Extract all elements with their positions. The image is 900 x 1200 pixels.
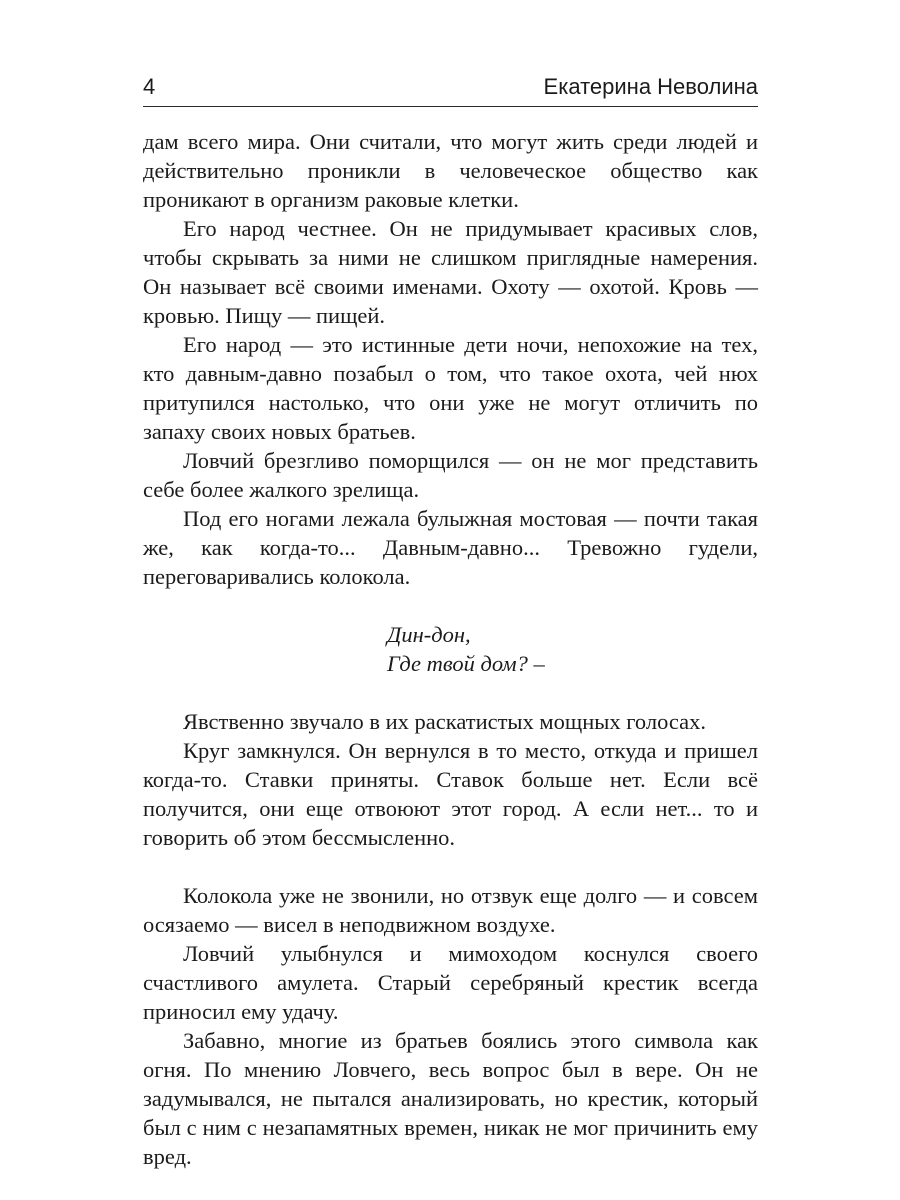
paragraph: Его народ — это истинные дети ночи, непохожие на тех, кто давным-давно позабыл о том, что такое охота, чей нюх притупился настолько, что они уже не могут отличить по запаху своих новых братьев. [143,332,758,444]
paragraph: Колокола уже не звонили, но отзвук еще долго — и совсем осязаемо — висел в неподвижном воздухе. [143,883,758,937]
body-text [143,127,758,1171]
paragraph: Ловчий улыбнулся и мимоходом коснулся своего счастливого амулета. Старый серебряный крестик всегда приносил ему удачу. [143,941,758,1024]
page-header [143,70,758,107]
paragraph: Под его ногами лежала булыжная мостовая — почти такая же, как когда-то... Давным-давно... Тревожно гудели, переговаривались колокола. [143,506,758,589]
verse [387,620,758,678]
verse-line: Где твой дом? – [387,651,545,676]
paragraph: Его народ честнее. Он не придумывает красивых слов, чтобы скрывать за ними не слишком приглядные намерения. Он называет всё своими именами. Охоту — охотой. Кровь — кровью. Пищу — пищей. [143,216,758,328]
page-number: 4 [143,74,156,99]
verse-line: Дин-дон, [387,622,471,647]
paragraph: Ловчий брезгливо поморщился — он не мог представить себе более жалкого зрелища. [143,448,758,502]
paragraph: Забавно, многие из братьев боялись этого символа как огня. По мнению Ловчего, весь вопрос был в вере. Он не задумывался, не пытался анализировать, но крестик, который был с ним с незапамятных времен, никак не мог причинить ему вред. [143,1028,758,1169]
paragraph: Круг замкнулся. Он вернулся в то место, откуда и пришел когда-то. Ставки приняты. Ставок больше нет. Если всё получится, они еще отвоюют этот город. А если нет... то и говорить об этом бессмысленно. [143,738,758,850]
paragraph: дам всего мира. Они считали, что могут жить среди людей и действительно проникли в человеческое общество как проникают в организм раковые клетки. [143,129,758,212]
paragraph: Явственно звучало в их раскатистых мощных голосах. [183,709,707,734]
running-title: Екатерина Неволина [543,74,758,99]
section-gap [143,852,758,881]
